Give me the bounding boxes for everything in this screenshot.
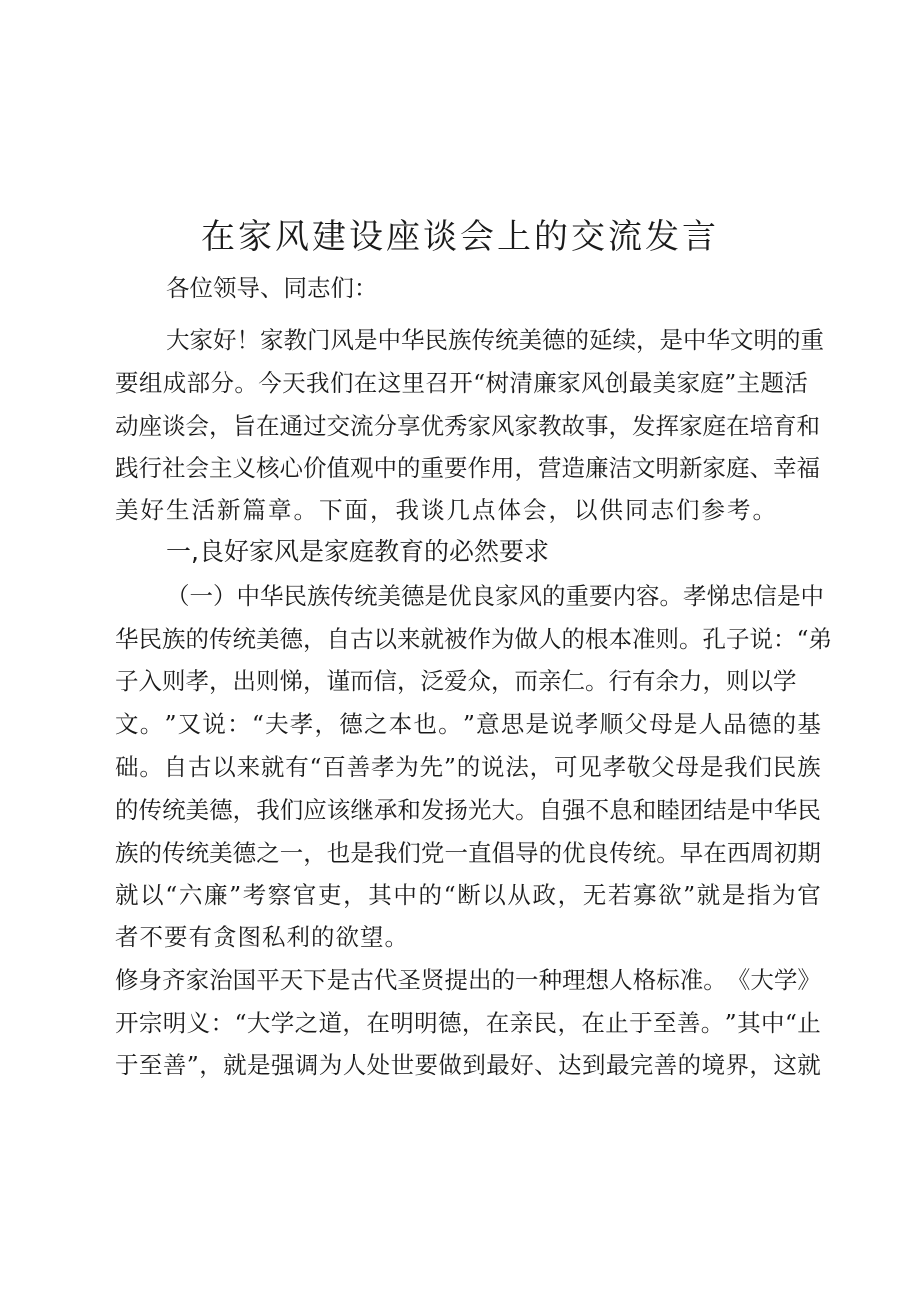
intro-line: 要 组 成 部 分 。 今 天 我 们 在 这 里 召 开 “ 树 清 廉 家 风 创 最 美 家 庭 ” 主 题 活	[115, 369, 808, 397]
body-line: 华 民 族 的 传 统 美 德 ， 自 古 以 来 就 被 作 为 做 人 的 根 本 准 则 。 孔 子 说 ： “ 弟	[115, 625, 833, 653]
body-line: 础 。 自 古 以 来 就 有 “ 百 善 孝 为 先 ” 的 说 法 ， 可 见 孝 敬 父 母 是 我 们 民 族	[115, 753, 821, 781]
body-line: 于 至 善 ” ， 就 是 强 调 为 人 处 世 要 做 到 最 好 、 达 到 最 完 善 的 境 界 ， 这 就	[115, 1051, 821, 1079]
intro-line: 美好生活新篇章。下面，我谈几点体会，以供同志们参考。	[115, 496, 778, 524]
intro-line: 动 座 谈 会 ， 旨 在 通 过 交 流 分 享 优 秀 家 风 家 教 故 事 ， 发 挥 家 庭 在 培 育 和	[115, 412, 820, 440]
body-line: 就 以 “ 六 廉 ” 考 察 官 吏 ， 其 中 的 “ 断 以 从 政 ， 无 若 寡 欲 ” 就 是 指 为 官	[115, 881, 821, 909]
intro-line: 大 家 好 ！ 家 教 门 风 是 中 华 民 族 传 统 美 德 的 延 续 ， 是 中 华 文 明 的 重	[166, 326, 824, 354]
body-line: 子 入 则 孝 ， 出 则 悌 ， 谨 而 信 ， 泛 爱 众 ， 而 亲 仁 。 行 有 余 力 ， 则 以 学	[115, 667, 797, 695]
salutation: 各位领导、同志们：	[166, 274, 378, 302]
body-line: 开 宗 明 义 ： “ 大 学 之 道 ， 在 明 明 德 ， 在 亲 民 ， 在 止 于 至 善 。 ” 其 中 “ 止	[115, 1009, 821, 1037]
body-line: 族 的 传 统 美 德 之 一 ， 也 是 我 们 党 一 直 倡 导 的 优 良 传 统 。 早 在 西 周 初 期	[115, 839, 821, 867]
body-line: （ 一 ） 中 华 民 族 传 统 美 德 是 优 良 家 风 的 重 要 内 容 。 孝 悌 忠 信 是 中	[166, 582, 824, 610]
body-line: 的 传 统 美 德 ， 我 们 应 该 继 承 和 发 扬 光 大 。 自 强 不 息 和 睦 团 结 是 中 华 民	[115, 796, 821, 824]
body-line: 修 身 齐 家 治 国 平 天 下 是 古 代 圣 贤 提 出 的 一 种 理 想 人 格 标 准 。 《 大 学 》	[115, 966, 821, 994]
body-line: 者不要有贪图私利的欲望。	[115, 923, 409, 951]
document-title: 在家风建设座谈会上的交流发言	[201, 217, 719, 257]
body-line: 文 。 ” 又 说 ： “ 夫 孝 ， 德 之 本 也 。 ” 意 思 是 说 孝 顺 父 母 是 人 品 德 的 基	[115, 710, 821, 738]
section-heading: 一,良好家风是家庭教育的必然要求	[166, 537, 549, 566]
intro-line: 践 行 社 会 主 义 核 心 价 值 观 中 的 重 要 作 用 ， 营 造 廉 洁 文 明 新 家 庭 、 幸 福	[115, 454, 820, 482]
